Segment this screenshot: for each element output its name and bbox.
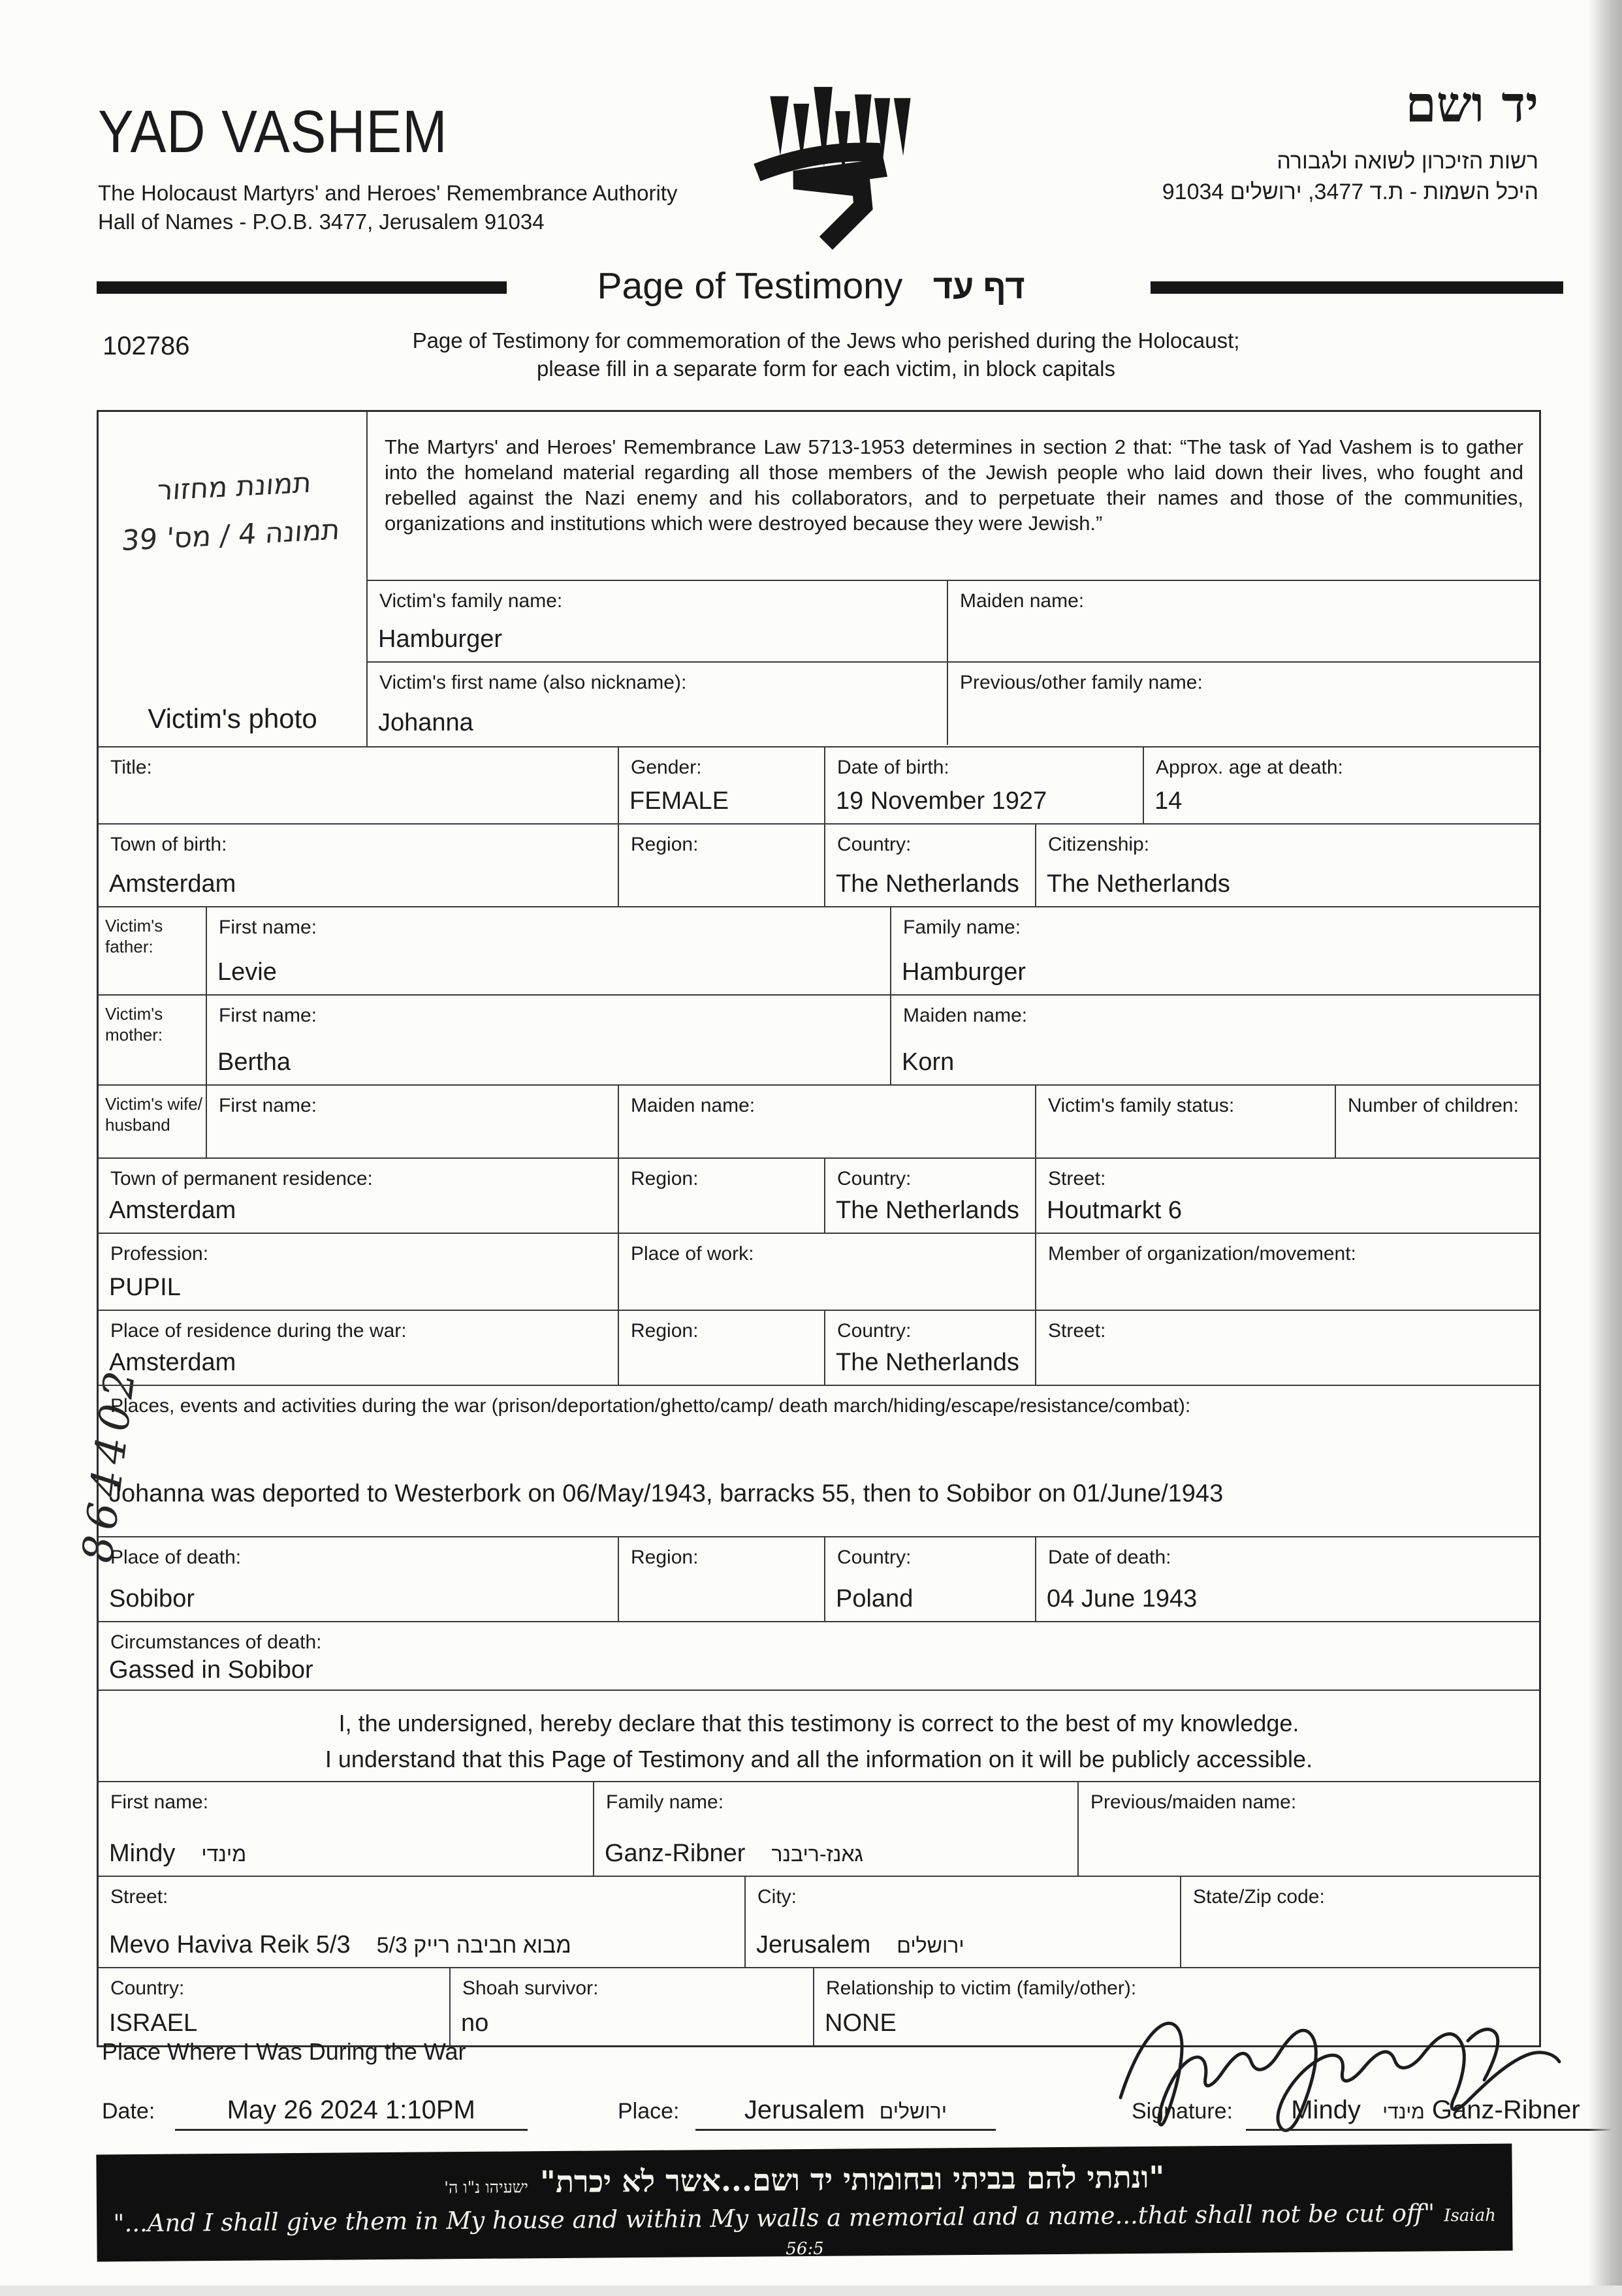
field-submitter-previous-name-label: Previous/maiden name: [1090,1791,1297,1813]
field-age-at-death-label: Approx. age at death: [1156,757,1343,778]
field-submitter-street-value: Mevo Haviva Reik 5/3 [109,1931,351,1958]
field-family-status-value [1036,1150,1335,1157]
field-residence-region-label: Region: [631,1168,699,1189]
field-title-value [99,815,618,823]
field-war-region-label: Region: [631,1320,699,1342]
field-age-at-death-value: 14 [1154,787,1183,815]
field-previous-family-name-value [948,737,1539,745]
field-war-country-value: The Netherlands [836,1349,1019,1376]
field-submitter-first-name-hebrew: מינדי [201,1842,247,1866]
field-permanent-residence-value: Amsterdam [109,1197,236,1224]
field-submitter-country-value: ISRAEL [109,2009,198,2037]
field-victim-family-name-label: Victim's family name: [379,590,563,612]
menorah-logo-icon [750,72,936,271]
org-subtitle-2: Hall of Names - P.O.B. 3477, Jerusalem 91034 [98,210,545,234]
field-war-events-value: Johanna was deported to Westerbork on 06/May/1943, barracks 55, then to Sobibor on 01/June/1943 [109,1480,1224,1507]
field-shoah-survivor-value: no [461,2009,489,2037]
field-residence-country-value: The Netherlands [836,1197,1019,1224]
field-mother-maiden-name-label: Maiden name: [903,1005,1028,1026]
org-subtitle-2-hebrew: היכל השמות - ת.ד 3477, ירושלים 91034 [1162,180,1538,204]
victims-photo-box [99,412,368,746]
field-death-country-label: Country: [837,1547,912,1568]
field-submitter-city-hebrew: ירושלים [897,1934,964,1957]
field-relationship-value: NONE [825,2009,897,2037]
field-profession-label: Profession: [110,1243,209,1265]
field-birth-region-label: Region: [631,834,699,855]
field-submitter-city-value: Jerusalem [756,1931,871,1958]
field-war-region-value [619,1377,824,1385]
field-profession-value: PUPIL [109,1274,181,1301]
field-father-first-name-value: Levie [217,958,277,986]
field-father-family-name-label: Family name: [903,917,1021,938]
field-submitter-first-name-label: First name: [110,1791,209,1813]
banner-english-citation: Isaiah 56:5 [786,2205,1497,2259]
signature-value: Mindy מינדי Ganz-Ribner [1246,2096,1622,2131]
field-victim-first-name-value: Johanna [378,709,473,736]
field-date-of-birth-value: 19 November 1927 [836,787,1047,815]
org-name-hebrew: יד ושם [1405,75,1538,133]
field-residence-region-value [619,1225,824,1233]
field-death-region-value [619,1613,824,1621]
field-place-of-work-value [619,1302,1035,1310]
field-date-of-death-value: 04 June 1943 [1047,1585,1198,1612]
field-residence-street-value: Houtmarkt 6 [1047,1197,1182,1224]
field-spouse-first-name-label: First name: [219,1095,317,1116]
field-submitter-previous-name-value [1079,1868,1539,1876]
row-label-victims-mother: Victim's mother: [105,1004,163,1045]
field-mother-maiden-name-value: Korn [902,1048,955,1076]
field-father-family-name-value: Hamburger [902,958,1026,986]
field-submitter-country-label: Country: [110,1977,185,1999]
field-submitter-street-hebrew: מבוא חביבה רייק 5/3 [376,1933,571,1958]
field-submitter-state-zip-value [1181,1959,1539,1967]
declaration-text [99,1691,1539,1777]
field-circumstances-label: Circumstances of death: [110,1631,322,1653]
place-during-war-note: Place Where I Was During the War [102,2038,466,2065]
field-mother-first-name-label: First name: [219,1005,317,1026]
date-label: Date: [102,2099,155,2124]
field-place-of-death-label: Place of death: [110,1547,242,1568]
declaration-line-2: I understand that this Page of Testimony and all the information on it will be publicly accessible. [325,1746,1313,1772]
field-gender-value: FEMALE [629,787,729,815]
form-number: 102786 [103,332,190,360]
field-family-status-label: Victim's family status: [1048,1095,1235,1116]
date-value: May 26 2024 1:10PM [175,2096,528,2131]
org-subtitle-1: The Holocaust Martyrs' and Heroes' Remembrance Authority [98,181,678,205]
field-victim-family-name-value: Hamburger [378,625,503,653]
field-submitter-city-label: City: [757,1886,797,1908]
org-header-hebrew [1162,77,1538,208]
field-residence-street-label: Street: [1048,1168,1106,1189]
field-mother-first-name-value: Bertha [217,1048,291,1076]
field-submitter-state-zip-label: State/Zip code: [1193,1886,1325,1908]
field-residence-country-label: Country: [837,1168,912,1189]
testimony-form [97,410,1541,2047]
field-shoah-survivor-label: Shoah survivor: [462,1977,599,1999]
field-war-residence-value: Amsterdam [109,1349,236,1376]
field-submitter-street-label: Street: [110,1886,168,1908]
banner-hebrew-quote: "ונתתי להם בביתי ובחומותי יד ושם...אשר לא יכרת"ישעיהו נ"ו ה' [444,2159,1165,2200]
field-maiden-name-label: Maiden name: [960,590,1085,612]
field-birth-region-value [619,898,824,906]
field-victim-first-name-label: Victim's first name (also nickname): [379,672,687,693]
field-submitter-family-name-hebrew: גאנז-ריבנר [771,1842,863,1866]
field-spouse-maiden-name-label: Maiden name: [631,1095,755,1116]
field-previous-family-name-label: Previous/other family name: [960,672,1203,693]
field-number-of-children-value [1336,1150,1539,1157]
field-organization-value [1036,1302,1539,1310]
org-name: YAD VASHEM [98,99,448,166]
field-father-first-name-label: First name: [219,917,317,938]
org-header-english [98,98,677,236]
field-war-country-label: Country: [837,1320,912,1342]
banner-hebrew-citation: ישעיהו נ"ו ה' [444,2177,529,2197]
field-death-region-label: Region: [631,1547,699,1568]
field-war-street-value [1036,1377,1539,1385]
signature-label: Signature: [1132,2099,1233,2124]
banner-english-quote: "...And I shall give them in My house and within My walls a memorial and a name...that shall not be cut off" Isaiah 56:5 [113,2199,1497,2259]
photo-handwriting-line1: תמונת מחזור [155,466,313,508]
field-permanent-residence-label: Town of permanent residence: [110,1168,373,1189]
row-label-victims-father: Victim's father: [105,916,163,956]
field-citizenship-label: Citizenship: [1048,834,1150,855]
field-spouse-first-name-value [207,1150,618,1157]
field-death-country-value: Poland [836,1585,914,1612]
field-town-of-birth-label: Town of birth: [110,834,227,855]
field-gender-label: Gender: [631,757,702,778]
field-place-of-work-label: Place of work: [631,1243,754,1265]
field-number-of-children-label: Number of children: [1348,1095,1519,1116]
field-date-of-birth-label: Date of birth: [837,757,949,778]
intro-line-2: please fill in a separate form for each victim, in block capitals [537,356,1115,381]
field-title-label: Title: [110,757,152,778]
field-war-residence-label: Place of residence during the war: [110,1320,407,1342]
field-circumstances-value: Gassed in Sobibor [109,1656,313,1684]
field-submitter-family-name-value: Ganz-Ribner [605,1840,746,1867]
place-value-hebrew: ירושלים [879,2099,947,2123]
page-title [0,264,1622,307]
field-submitter-first-name-value: Mindy [109,1840,176,1867]
intro-line-1: Page of Testimony for commemoration of the Jews who perished during the Holocaust; [412,328,1240,353]
intro-text [0,326,1622,383]
page-title-english: Page of Testimony [597,265,903,307]
field-place-of-death-value: Sobibor [109,1585,195,1612]
page-title-hebrew: דף עד [932,268,1025,306]
org-subtitle-1-hebrew: רשות הזיכרון לשואה ולגבורה [1277,149,1538,174]
place-value: Jerusalem ירושלים [695,2096,996,2131]
victims-photo-caption: Victim's photo [148,703,317,734]
field-citizenship-value: The Netherlands [1047,870,1230,898]
field-maiden-name-value [948,653,1539,661]
remembrance-law-text: The Martyrs' and Heroes' Remembrance Law 5713-1953 determines in section 2 that: “The task of Yad Vashem is to gather into the homeland material regarding all those members of the Jewish people who laid down their lives, who fought and rebelled against the Nazi enemy and his collaborators, and to perpetuate their names and those of the communities, organizations and institutions which were destroyed because they were Jewish.” [385,435,1523,535]
place-label: Place: [618,2099,680,2124]
field-birth-country-label: Country: [837,834,912,855]
field-date-of-death-label: Date of death: [1048,1547,1171,1568]
row-label-victims-spouse: Victim's wife/ husband [105,1094,202,1135]
photo-handwriting-line2: תמונה 4 / מס' 39 [120,513,342,558]
field-relationship-label: Relationship to victim (family/other): [826,1977,1137,1999]
field-organization-label: Member of organization/movement: [1048,1243,1356,1265]
field-submitter-family-name-label: Family name: [606,1791,724,1813]
field-war-events-label: Places, events and activities during the war (prison/deportation/ghetto/camp/ death march/hiding/escape/resistance/combat): [110,1395,1191,1417]
field-town-of-birth-value: Amsterdam [109,870,236,898]
scan-edge-bottom [0,2286,1622,2296]
field-birth-country-value: The Netherlands [836,870,1019,898]
scan-edge-right [1588,0,1622,2296]
declaration-line-1: I, the undersigned, hereby declare that this testimony is correct to the best of my knowledge. [338,1710,1299,1737]
field-spouse-maiden-name-value [619,1150,1035,1157]
field-war-street-label: Street: [1048,1320,1106,1342]
signature-value-hebrew: מינדי [1382,2101,1425,2123]
margin-handwritten-number: 864402 [73,1362,146,1565]
scripture-banner [96,2143,1512,2261]
